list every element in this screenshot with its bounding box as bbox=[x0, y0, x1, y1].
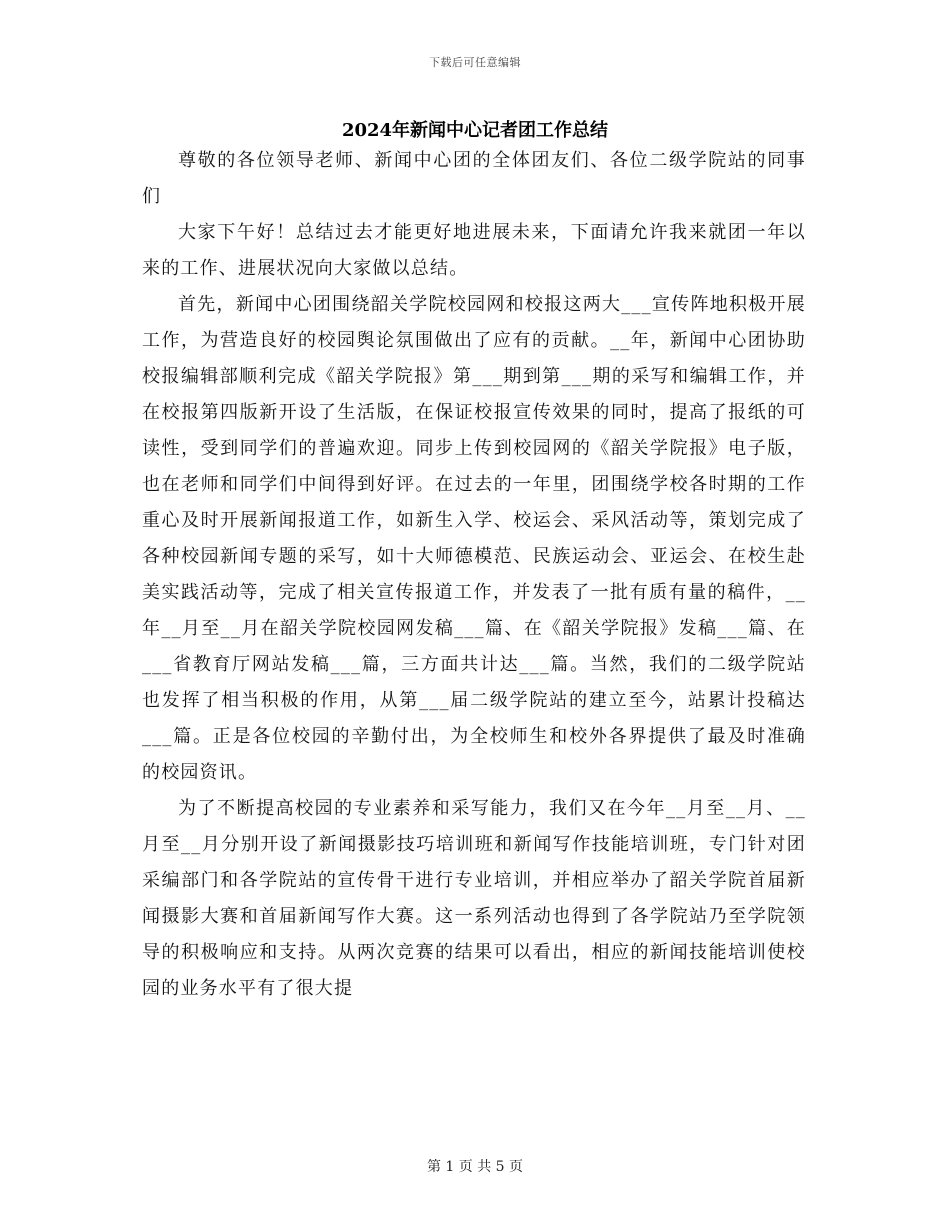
paragraph-achievements: 首先，新闻中心团围绕韶关学院校园网和校报这两大___宣传阵地积极开展工作，为营造良好的校园舆论氛围做出了应有的贡献。__年，新闻中心团协助校报编辑部顺利完成《韶关学院报》第___期到第___期的采写和编辑工作，并在校报第四版新开设了生活版，在保证校报宣传效果的同时，提高了报纸的可读性，受到同学们的普遍欢迎。同步上传到校园网的《韶关学院报》电子版，也在老师和同学们中间得到好评。在过去的一年里，团围绕学校各时期的工作重心及时开展新闻报道工作，如新生入学、校运会、采风活动等，策划完成了各种校园新闻专题的采写，如十大师德模范、民族运动会、亚运会、在校生赴美实践活动等，完成了相关宣传报道工作，并发表了一批有质有量的稿件，__年__月至__月在韶关学院校园网发稿___篇、在《韶关学院报》发稿___篇、在___省教育厅网站发稿___篇，三方面共计达___篇。当然，我们的二级学院站也发挥了相当积极的作用，从第___届二级学院站的建立至今，站累计投稿达___篇。正是各位校园的辛勤付出，为全校师生和校外各界提供了最及时准确的校园资讯。 bbox=[142, 294, 806, 783]
paragraph-opening: 大家下午好！总结过去才能更好地进展未来，下面请允许我来就团一年以来的工作、进展状况向大家做以总结。 bbox=[142, 222, 806, 279]
page-indicator: 第 1 页 共 5 页 bbox=[426, 1159, 524, 1175]
document-title: 2024年新闻中心记者团工作总结 bbox=[341, 120, 609, 141]
header-note: 下载后可任意编辑 bbox=[429, 56, 521, 69]
paragraph-training: 为了不断提高校园的专业素养和采写能力，我们又在今年__月至__月、__月至__月分别开设了新闻摄影技巧培训班和新闻写作技能培训班，专门针对团采编部门和各学院站的宣传骨干进行专业培训，并相应举办了韶关学院首届新闻摄影大赛和首届新闻写作大赛。这一系列活动也得到了各学院站乃至学院领导的积极响应和支持。从两次竞赛的结果可以看出，相应的新闻技能培训使校园的业务水平有了很大提 bbox=[142, 798, 806, 999]
paragraph-greeting: 尊敬的各位领导老师、新闻中心团的全体团友们、各位二级学院站的同事们 bbox=[142, 150, 806, 207]
document-body bbox=[142, 143, 806, 1007]
